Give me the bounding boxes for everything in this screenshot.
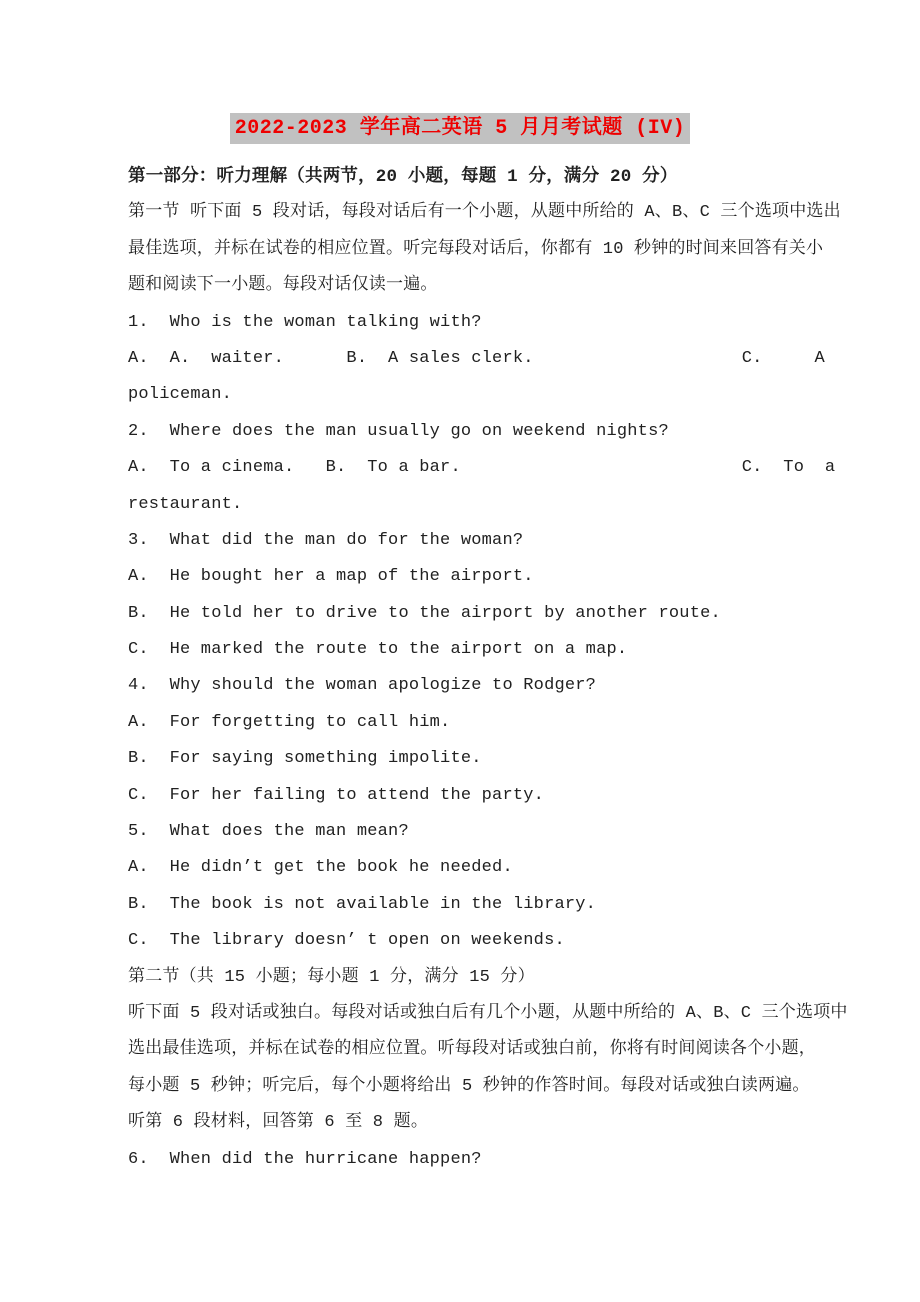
question-5-option-b: B. The book is not available in the library. [128, 894, 597, 914]
question-1: 1. Who is the woman talking with? [128, 312, 482, 332]
question-4: 4. Why should the woman apologize to Rodger? [128, 676, 597, 696]
question-3: 3. What did the man do for the woman? [128, 530, 524, 550]
question-4-option-b: B. For saying something impolite. [128, 749, 482, 769]
section2-instructions-line1: 听下面 5 段对话或独白。每段对话或独白后有几个小题，从题中所给的 A、B、C 三个选项中 [128, 1003, 848, 1023]
section1-instructions-line1: 第一节 听下面 5 段对话，每段对话后有一个小题，从题中所给的 A、B、C 三个选项中选出 [128, 203, 841, 223]
question-2-option-c-continuation: restaurant. [128, 494, 243, 514]
section2-instructions-line3: 每小题 5 秒钟；听完后，每个小题将给出 5 秒钟的作答时间。每段对话或独白读两遍。 [128, 1076, 810, 1096]
question-3-option-c: C. He marked the route to the airport on a map. [128, 640, 628, 660]
document-title: 2022-2023 学年高二英语 5 月月考试题 (IV) [230, 113, 691, 144]
heading-part1: 第一部分：听力理解（共两节，20 小题，每题 1 分，满分 20 分） [128, 167, 678, 187]
question-2: 2. Where does the man usually go on weekend nights? [128, 421, 669, 441]
question-3-option-b: B. He told her to drive to the airport by another route. [128, 603, 721, 623]
document-content [128, 159, 848, 1178]
question-1-options: A. A. waiter. B. A sales clerk. C. A [128, 348, 825, 368]
material-6-instruction: 听第 6 段材料，回答第 6 至 8 题。 [128, 1113, 429, 1133]
question-3-option-a: A. He bought her a map of the airport. [128, 567, 534, 587]
question-2-options: A. To a cinema. B. To a bar. C. To a [128, 458, 836, 478]
section1-instructions-line3: 题和阅读下一小题。每段对话仅读一遍。 [128, 276, 438, 296]
heading-section2: 第二节（共 15 小题；每小题 1 分，满分 15 分） [128, 967, 535, 987]
question-4-option-c: C. For her failing to attend the party. [128, 785, 545, 805]
question-6: 6. When did the hurricane happen? [128, 1149, 482, 1169]
question-5: 5. What does the man mean? [128, 822, 409, 842]
question-1-option-c-continuation: policeman. [128, 385, 233, 405]
question-5-option-a: A. He didn’t get the book he needed. [128, 858, 513, 878]
question-5-option-c: C. The library doesn’ t open on weekends. [128, 931, 565, 951]
question-4-option-a: A. For forgetting to call him. [128, 712, 451, 732]
section1-instructions-line2: 最佳选项，并标在试卷的相应位置。听完每段对话后，你都有 10 秒钟的时间来回答有关小 [128, 239, 824, 259]
document-title-row [0, 113, 920, 144]
section2-instructions-line2: 选出最佳选项，并标在试卷的相应位置。听每段对话或独白前，你将有时间阅读各个小题， [128, 1040, 816, 1060]
